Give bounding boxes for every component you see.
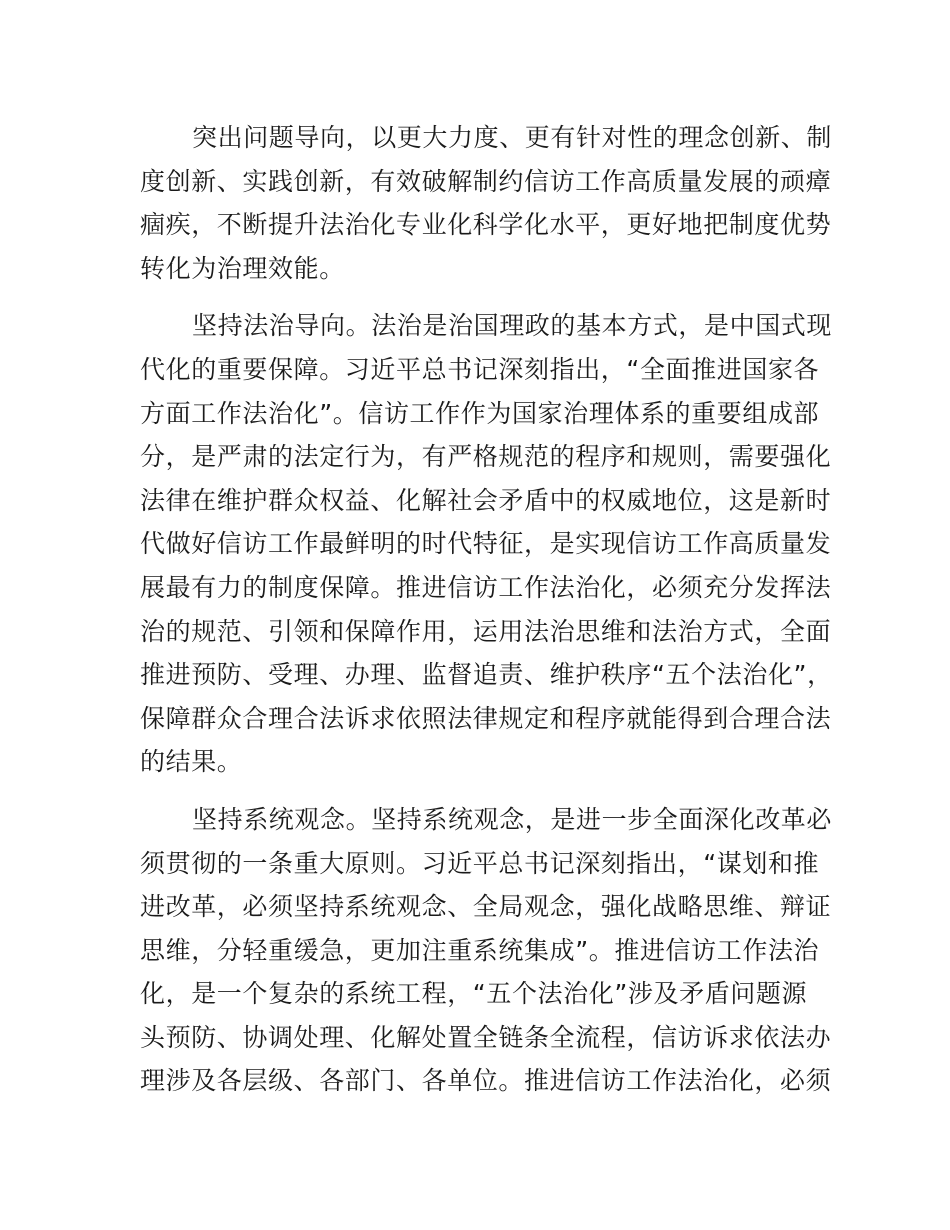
document-body bbox=[140, 116, 833, 1117]
text-line: 法律在维护群众权益、化解社会矛盾中的权威地位，这是新时 bbox=[140, 485, 832, 515]
text-line: 须贯彻的一条重大原则。习近平总书记深刻指出，“谋划和推 bbox=[140, 848, 820, 878]
paragraph-systems-concept bbox=[140, 798, 833, 1103]
text-line: 方面工作法治化”。信访工作作为国家治理体系的重要组成部 bbox=[140, 398, 820, 428]
text-line: 化，是一个复杂的系统工程，“五个法治化”涉及矛盾问题源 bbox=[140, 979, 808, 1009]
text-line: 头预防、协调处理、化解处置全链条全流程，信访诉求依法办 bbox=[140, 1022, 832, 1052]
text-line: 坚持法治导向。法治是治国理政的基本方式，是中国式现 bbox=[192, 311, 833, 341]
text-line: 分，是严肃的法定行为，有严格规范的程序和规则，需要强化 bbox=[140, 442, 832, 472]
paragraph-problem-orientation bbox=[140, 116, 833, 290]
text-line: 进改革，必须坚持系统观念、全局观念，强化战略思维、辩证 bbox=[140, 892, 832, 922]
text-line: 思维，分轻重缓急，更加注重系统集成”。推进信访工作法治 bbox=[140, 935, 820, 965]
text-line: 代化的重要保障。习近平总书记深刻指出，“全面推进国家各 bbox=[140, 354, 820, 384]
text-line: 转化为治理效能。 bbox=[140, 253, 345, 283]
paragraph-rule-of-law-orientation bbox=[140, 304, 833, 784]
text-line: 推进预防、受理、办理、监督追责、维护秩序“五个法治化”， bbox=[140, 660, 833, 690]
text-line: 的结果。 bbox=[140, 747, 243, 777]
text-line: 展最有力的制度保障。推进信访工作法治化，必须充分发挥法 bbox=[140, 572, 832, 602]
text-line: 理涉及各层级、各部门、各单位。推进信访工作法治化，必须 bbox=[140, 1066, 832, 1096]
text-line: 治的规范、引领和保障作用，运用法治思维和法治方式，全面 bbox=[140, 616, 832, 646]
text-line: 痼疾，不断提升法治化专业化科学化水平，更好地把制度优势 bbox=[140, 210, 832, 240]
text-line: 保障群众合理合法诉求依照法律规定和程序就能得到合理合法 bbox=[140, 703, 832, 733]
text-line: 突出问题导向，以更大力度、更有针对性的理念创新、制 bbox=[192, 123, 833, 152]
text-line: 坚持系统观念。坚持系统观念，是进一步全面深化改革必 bbox=[192, 804, 833, 834]
text-line: 代做好信访工作最鲜明的时代特征，是实现信访工作高质量发 bbox=[140, 529, 832, 559]
text-line: 度创新、实践创新，有效破解制约信访工作高质量发展的顽瘴 bbox=[140, 166, 832, 196]
